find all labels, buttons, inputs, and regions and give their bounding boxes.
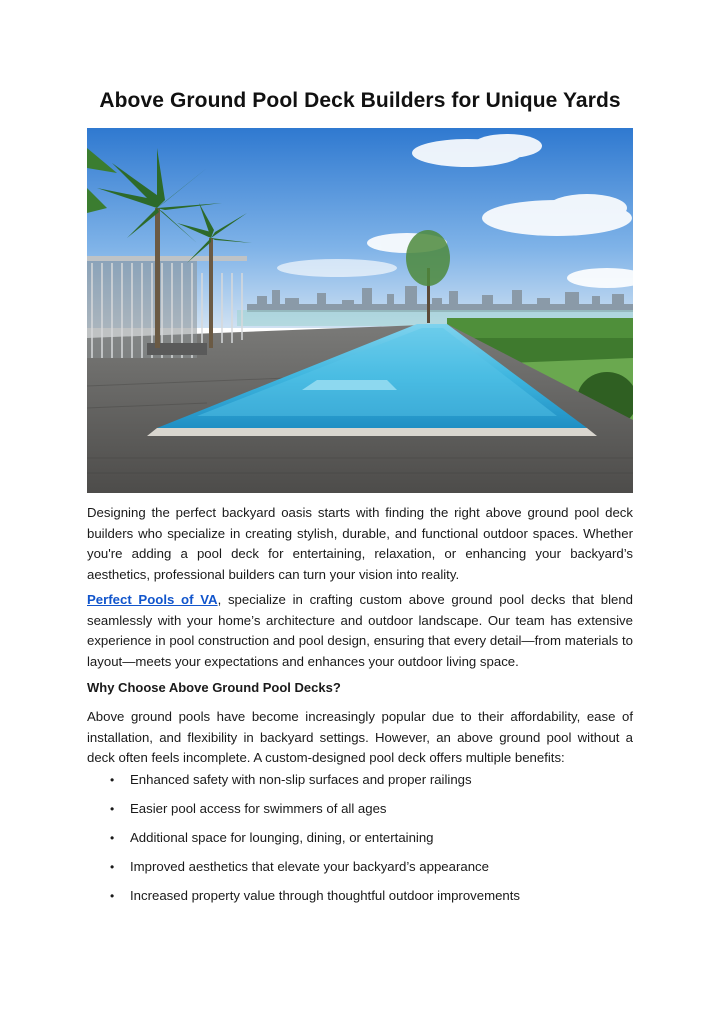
- list-item: [87, 770, 633, 799]
- company-link[interactable]: Perfect Pools of VA: [87, 592, 218, 607]
- list-item-text: Increased property value through thoughtful outdoor improvements: [130, 888, 520, 903]
- list-item: [87, 799, 633, 828]
- benefits-intro-paragraph: Above ground pools have become increasingly popular due to their affordability, ease of installation, and flexibility in backyard settings. However, an above ground pool without a deck often feels incomplete. A custom-designed pool deck offers multiple benefits:: [87, 709, 633, 765]
- section-heading: Why Choose Above Ground Pool Decks?: [87, 680, 341, 695]
- list-item-text: Enhanced safety with non-slip surfaces and proper railings: [130, 772, 472, 787]
- page-title: Above Ground Pool Deck Builders for Unique Yards: [99, 89, 621, 112]
- bullet-icon: •: [110, 773, 115, 787]
- bullet-icon: •: [110, 831, 115, 845]
- bullet-icon: •: [110, 860, 115, 874]
- list-item: [87, 828, 633, 857]
- bullet-icon: •: [110, 889, 115, 903]
- bullet-icon: •: [110, 802, 115, 816]
- list-item-text: Improved aesthetics that elevate your backyard’s appearance: [130, 859, 489, 874]
- pool-illustration: [87, 128, 633, 493]
- company-paragraph-text: , specialize in crafting custom above ground pool decks that blend seamlessly with your home’s architecture and outdoor landscape. Our team has extensive experience in pool construction and pool design, ensuring that every detail—from materials to layout—meets your expectations and enhances your outdoor living space.: [87, 592, 633, 669]
- list-item-text: Additional space for lounging, dining, or entertaining: [130, 830, 434, 845]
- intro-paragraph: Designing the perfect backyard oasis starts with finding the right above ground pool deck builders who specialize in creating stylish, durable, and functional outdoor spaces. Whether you're adding a pool deck for entertaining, relaxation, or enhancing your backyard’s aesthetics, professional builders can turn your vision into reality.: [87, 505, 633, 582]
- benefits-list: [87, 770, 633, 915]
- list-item-text: Easier pool access for swimmers of all ages: [130, 801, 387, 816]
- company-paragraph: [87, 590, 633, 672]
- list-item: [87, 857, 633, 886]
- pool-edge: [147, 428, 597, 436]
- list-item: [87, 886, 633, 915]
- hero-image: [87, 128, 633, 493]
